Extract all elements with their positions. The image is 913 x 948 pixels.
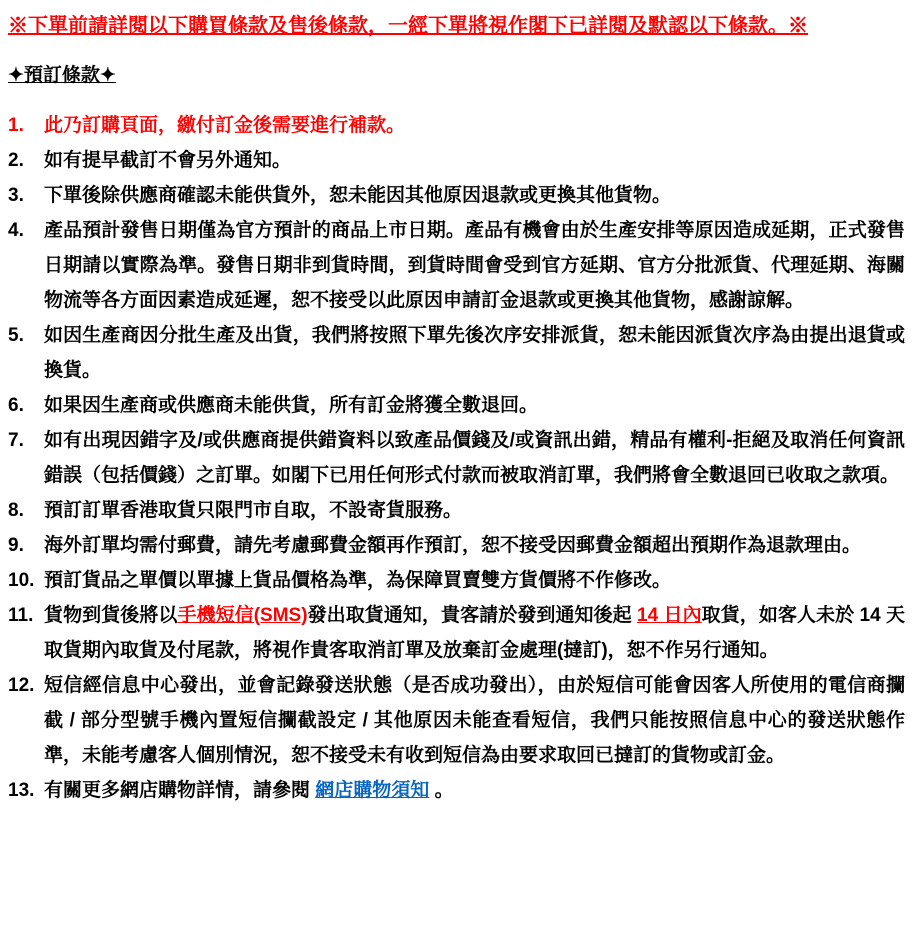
term-item: [8, 528, 905, 563]
term-text-segment: 有關更多網店購物詳情，請參閱: [44, 779, 316, 801]
term-text-segment: 短信經信息中心發出，並會記錄發送狀態（是否成功發出），由於短信可能會因客人所使用的電信商攔截 / 部分型號手機內置短信攔截設定 / 其他原因未能查看短信，我們只能按照信息中心的發送狀態作準，未能考慮客人個別情況，恕不接受未有收到短信為由要求取回已撻訂的貨物或訂金。: [44, 674, 905, 766]
term-number: 13.: [8, 779, 35, 801]
term-text-segment: 此乃訂購頁面，繳付訂金後需要進行補款。: [44, 114, 406, 136]
term-item: [8, 143, 905, 178]
term-text-segment: 下單後除供應商確認未能供貨外，恕未能因其他原因退款或更換其他貨物。: [44, 184, 672, 206]
term-item: [8, 388, 905, 423]
14-days-emphasis: 14 日內: [637, 604, 702, 626]
term-text: [44, 423, 905, 493]
section-heading: ✦預訂條款✦: [8, 65, 116, 86]
term-text-segment: 產品預計發售日期僅為官方預計的商品上市日期。產品有機會由於生產安排等原因造成延期，正式發售日期請以實際為準。發售日期非到貨時間，到貨時間會受到官方延期、官方分批派貨、代理延期、海關物流等各方面因素造成延遲，恕不接受以此原因申請訂金退款或更換其他貨物，感謝諒解。: [44, 219, 905, 311]
term-item: [8, 563, 905, 598]
term-text-segment: 預訂貨品之單價以單據上貨品價格為準，為保障買賣雙方貨價將不作修改。: [44, 569, 672, 591]
term-text-segment: 如果因生產商或供應商未能供貨，所有訂金將獲全數退回。: [44, 394, 539, 416]
term-text: [44, 493, 905, 528]
term-item: [8, 213, 905, 318]
term-item: [8, 598, 905, 668]
term-item: [8, 493, 905, 528]
term-text-segment: 貨物到貨後將以: [44, 604, 178, 626]
term-number: 1.: [8, 114, 24, 136]
term-text: [44, 213, 905, 318]
terms-list: [8, 108, 905, 808]
term-text-segment: 如有出現因錯字及/或供應商提供錯資料以致產品價錢及/或資訊出錯，精品有權利-拒絕及取消任何資訊錯誤（包括價錢）之訂單。如閣下已用任何形式付款而被取消訂單，我們將會全數退回已收取之款項。: [44, 429, 905, 486]
term-item: [8, 423, 905, 493]
term-number: 6.: [8, 394, 24, 416]
term-number: 3.: [8, 184, 24, 206]
term-text: [44, 318, 905, 388]
term-text-segment: 海外訂單均需付郵費，請先考慮郵費金額再作預訂，恕不接受因郵費金額超出預期作為退款理由。: [44, 534, 862, 556]
shop-guide-link[interactable]: 網店購物須知: [315, 779, 430, 801]
term-text-segment: 取貨，如客人未於 14 天取貨期內取貨及付尾款，將視作貴客取消訂單及放棄訂金處理(撻訂)，恕不作另行通知。: [44, 604, 905, 661]
term-text: [44, 563, 905, 598]
term-item: [8, 773, 905, 808]
term-number: 2.: [8, 149, 24, 171]
term-text-segment: 。: [429, 779, 454, 801]
term-number: 11.: [8, 604, 34, 626]
term-number: 9.: [8, 534, 24, 556]
term-item: [8, 178, 905, 213]
term-text: [44, 388, 905, 423]
term-text: [44, 668, 905, 773]
term-text: [44, 598, 905, 668]
term-text: [44, 528, 905, 563]
term-number: 7.: [8, 429, 24, 451]
page-title: ※下單前請詳閱以下購買條款及售後條款，一經下單將視作閣下已詳閱及默認以下條款。※: [8, 15, 808, 37]
term-number: 8.: [8, 499, 24, 521]
term-text-segment: 發出取貨通知，貴客請於發到通知後起: [307, 604, 638, 626]
term-item: [8, 108, 905, 143]
term-text: [44, 143, 905, 178]
term-text: [44, 773, 905, 808]
sms-emphasis: 手機短信(SMS): [177, 604, 308, 626]
term-text-segment: 如因生產商因分批生產及出貨，我們將按照下單先後次序安排派貨，恕未能因派貨次序為由提出退貨或換貨。: [44, 324, 905, 381]
term-text-segment: 如有提早截訂不會另外通知。: [44, 149, 292, 171]
term-number: 4.: [8, 219, 24, 241]
term-text: [44, 178, 905, 213]
term-item: [8, 668, 905, 773]
term-text-segment: 預訂訂單香港取貨只限門市自取，不設寄貨服務。: [44, 499, 463, 521]
term-number: 10.: [8, 569, 35, 591]
term-item: [8, 318, 905, 388]
term-number: 12.: [8, 674, 35, 696]
term-number: 5.: [8, 324, 24, 346]
term-text: [44, 108, 905, 143]
